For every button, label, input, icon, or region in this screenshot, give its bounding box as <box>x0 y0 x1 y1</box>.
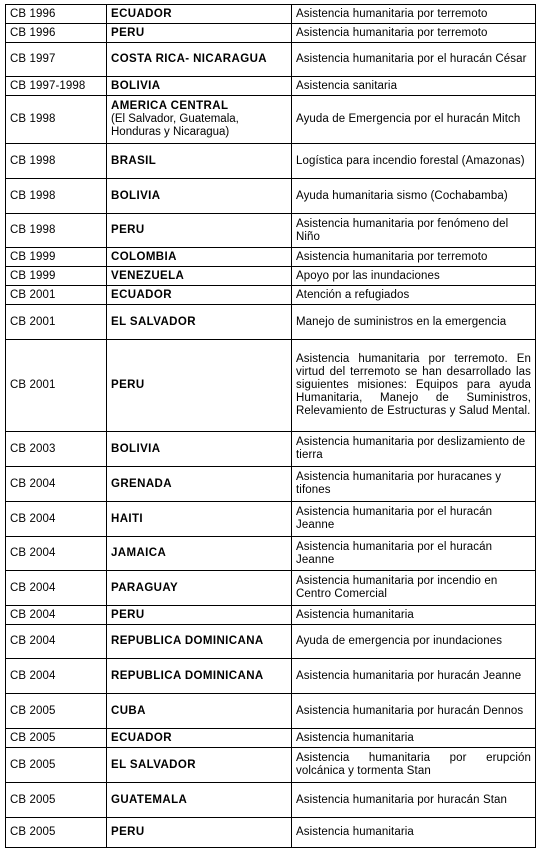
table-row <box>6 659 536 694</box>
mission-code-cell: CB 1998 <box>6 144 107 179</box>
table-row <box>6 783 536 818</box>
table-row <box>6 179 536 214</box>
country-cell <box>107 24 292 43</box>
description-cell: Asistencia humanitaria por fenómeno del Niño <box>292 214 536 248</box>
description-cell: Asistencia humanitaria por incendio en Centro Comercial <box>292 571 536 606</box>
table-row <box>6 77 536 96</box>
mission-code-cell: CB 2004 <box>6 625 107 659</box>
description-cell: Logística para incendio forestal (Amazonas) <box>292 144 536 179</box>
mission-code-cell: CB 2005 <box>6 694 107 729</box>
country-name: ECUADOR <box>111 7 172 20</box>
country-cell <box>107 432 292 467</box>
country-name: ECUADOR <box>111 731 172 744</box>
country-cell <box>107 467 292 502</box>
description-cell: Ayuda de emergencia por inundaciones <box>292 625 536 659</box>
table-body <box>6 5 536 848</box>
mission-code-cell: CB 1997 <box>6 43 107 77</box>
description-cell: Asistencia humanitaria por terremoto <box>292 24 536 43</box>
description-cell: Ayuda de Emergencia por el huracán Mitch <box>292 96 536 144</box>
table-row <box>6 214 536 248</box>
mission-code-cell: CB 1998 <box>6 96 107 144</box>
country-cell <box>107 77 292 96</box>
mission-code-cell: CB 1997-1998 <box>6 77 107 96</box>
country-name: CUBA <box>111 704 146 717</box>
country-name: HAITI <box>111 512 144 525</box>
table-row <box>6 286 536 305</box>
country-cell <box>107 248 292 267</box>
mission-code-cell: CB 2004 <box>6 571 107 606</box>
description-cell: Manejo de suministros en la emergencia <box>292 305 536 340</box>
mission-code-cell: CB 2004 <box>6 606 107 625</box>
description-cell: Asistencia humanitaria por terremoto <box>292 248 536 267</box>
table-row <box>6 5 536 24</box>
country-name: PERU <box>111 826 145 838</box>
mission-code-cell: CB 2005 <box>6 748 107 783</box>
table-row <box>6 606 536 625</box>
mission-code-cell: CB 2003 <box>6 432 107 467</box>
country-name: REPUBLICA DOMINICANA <box>111 635 264 647</box>
country-subnote: (El Salvador, Guatemala, Honduras y Nicaragua) <box>111 113 239 138</box>
mission-code-cell: CB 1999 <box>6 267 107 286</box>
table-row <box>6 729 536 748</box>
table-row <box>6 502 536 537</box>
country-name: VENEZUELA <box>111 269 185 282</box>
table-row <box>6 144 536 179</box>
country-name: REPUBLICA DOMINICANA <box>111 669 264 682</box>
mission-code-cell: CB 2005 <box>6 818 107 848</box>
mission-code-cell: CB 1998 <box>6 214 107 248</box>
country-name: BOLIVIA <box>111 442 161 455</box>
missions-table <box>5 4 536 848</box>
country-cell <box>107 179 292 214</box>
description-cell: Asistencia humanitaria por el huracán Jeanne <box>292 537 536 571</box>
country-cell <box>107 340 292 432</box>
country-cell <box>107 694 292 729</box>
country-cell <box>107 625 292 659</box>
country-cell <box>107 571 292 606</box>
country-name: PERU <box>111 379 145 391</box>
mission-code-cell: CB 1996 <box>6 24 107 43</box>
mission-code-cell: CB 2001 <box>6 305 107 340</box>
country-name: COSTA RICA- NICARAGUA <box>111 53 267 65</box>
mission-code-cell: CB 2004 <box>6 467 107 502</box>
table-row <box>6 694 536 729</box>
country-cell <box>107 502 292 537</box>
country-cell <box>107 96 292 144</box>
country-name: EL SALVADOR <box>111 758 196 771</box>
country-name: AMERICA CENTRAL <box>111 100 229 112</box>
country-cell <box>107 305 292 340</box>
description-cell: Asistencia humanitaria por erupción volcánica y tormenta Stan <box>292 748 536 783</box>
country-name: GUATEMALA <box>111 793 188 806</box>
country-name: BRASIL <box>111 154 157 167</box>
table-row <box>6 340 536 432</box>
table-row <box>6 748 536 783</box>
table-row <box>6 571 536 606</box>
description-cell: Asistencia humanitaria <box>292 606 536 625</box>
country-cell <box>107 214 292 248</box>
description-cell: Asistencia humanitaria por deslizamiento de tierra <box>292 432 536 467</box>
mission-code-cell: CB 2004 <box>6 502 107 537</box>
country-cell <box>107 783 292 818</box>
country-name: BOLIVIA <box>111 79 161 92</box>
table-row <box>6 625 536 659</box>
table-row <box>6 96 536 144</box>
country-cell <box>107 537 292 571</box>
table-row <box>6 537 536 571</box>
table-row <box>6 248 536 267</box>
country-cell <box>107 267 292 286</box>
country-cell <box>107 144 292 179</box>
table-row <box>6 467 536 502</box>
description-cell: Asistencia humanitaria por el huracán César <box>292 43 536 77</box>
country-cell <box>107 659 292 694</box>
description-cell: Asistencia humanitaria por terremoto <box>292 5 536 24</box>
mission-code-cell: CB 2005 <box>6 729 107 748</box>
table-row <box>6 267 536 286</box>
description-cell: Asistencia humanitaria por huracán Jeanne <box>292 659 536 694</box>
country-name: PERU <box>111 608 145 621</box>
description-cell: Asistencia humanitaria por huracán Stan <box>292 783 536 818</box>
description-cell: Asistencia humanitaria <box>292 818 536 848</box>
country-cell <box>107 729 292 748</box>
table-row <box>6 432 536 467</box>
mission-code-cell: CB 2004 <box>6 659 107 694</box>
mission-code-cell: CB 1999 <box>6 248 107 267</box>
table-row <box>6 818 536 848</box>
country-cell <box>107 5 292 24</box>
description-cell: Apoyo por las inundaciones <box>292 267 536 286</box>
description-cell: Asistencia humanitaria por el huracán Jeanne <box>292 502 536 537</box>
country-name: ECUADOR <box>111 288 172 301</box>
mission-code-cell: CB 2001 <box>6 286 107 305</box>
country-name: GRENADA <box>111 477 172 490</box>
description-cell: Asistencia humanitaria <box>292 729 536 748</box>
mission-code-cell: CB 2005 <box>6 783 107 818</box>
country-cell <box>107 43 292 77</box>
table-row <box>6 305 536 340</box>
mission-code-cell: CB 2004 <box>6 537 107 571</box>
description-cell: Ayuda humanitaria sismo (Cochabamba) <box>292 179 536 214</box>
table-row <box>6 24 536 43</box>
country-name: JAMAICA <box>111 547 167 559</box>
table-row <box>6 43 536 77</box>
country-name: BOLIVIA <box>111 189 161 202</box>
country-name: EL SALVADOR <box>111 315 196 328</box>
description-cell: Asistencia sanitaria <box>292 77 536 96</box>
country-name: PARAGUAY <box>111 581 179 594</box>
mission-code-cell: CB 1996 <box>6 5 107 24</box>
country-cell <box>107 748 292 783</box>
description-cell: Asistencia humanitaria por terremoto. En virtud del terremoto se han desarrollado las siguientes misiones: Equipos para ayuda Humanitaria, Manejo de Suministros, Relevamiento de Estructuras y Salud Mental. <box>292 340 536 432</box>
mission-code-cell: CB 2001 <box>6 340 107 432</box>
description-cell: Atención a refugiados <box>292 286 536 305</box>
country-name: PERU <box>111 224 145 236</box>
country-name: PERU <box>111 26 145 39</box>
description-cell: Asistencia humanitaria por huracán Dennos <box>292 694 536 729</box>
mission-code-cell: CB 1998 <box>6 179 107 214</box>
description-cell: Asistencia humanitaria por huracanes y tifones <box>292 467 536 502</box>
country-cell <box>107 818 292 848</box>
country-name: COLOMBIA <box>111 250 177 263</box>
country-cell <box>107 606 292 625</box>
country-cell <box>107 286 292 305</box>
